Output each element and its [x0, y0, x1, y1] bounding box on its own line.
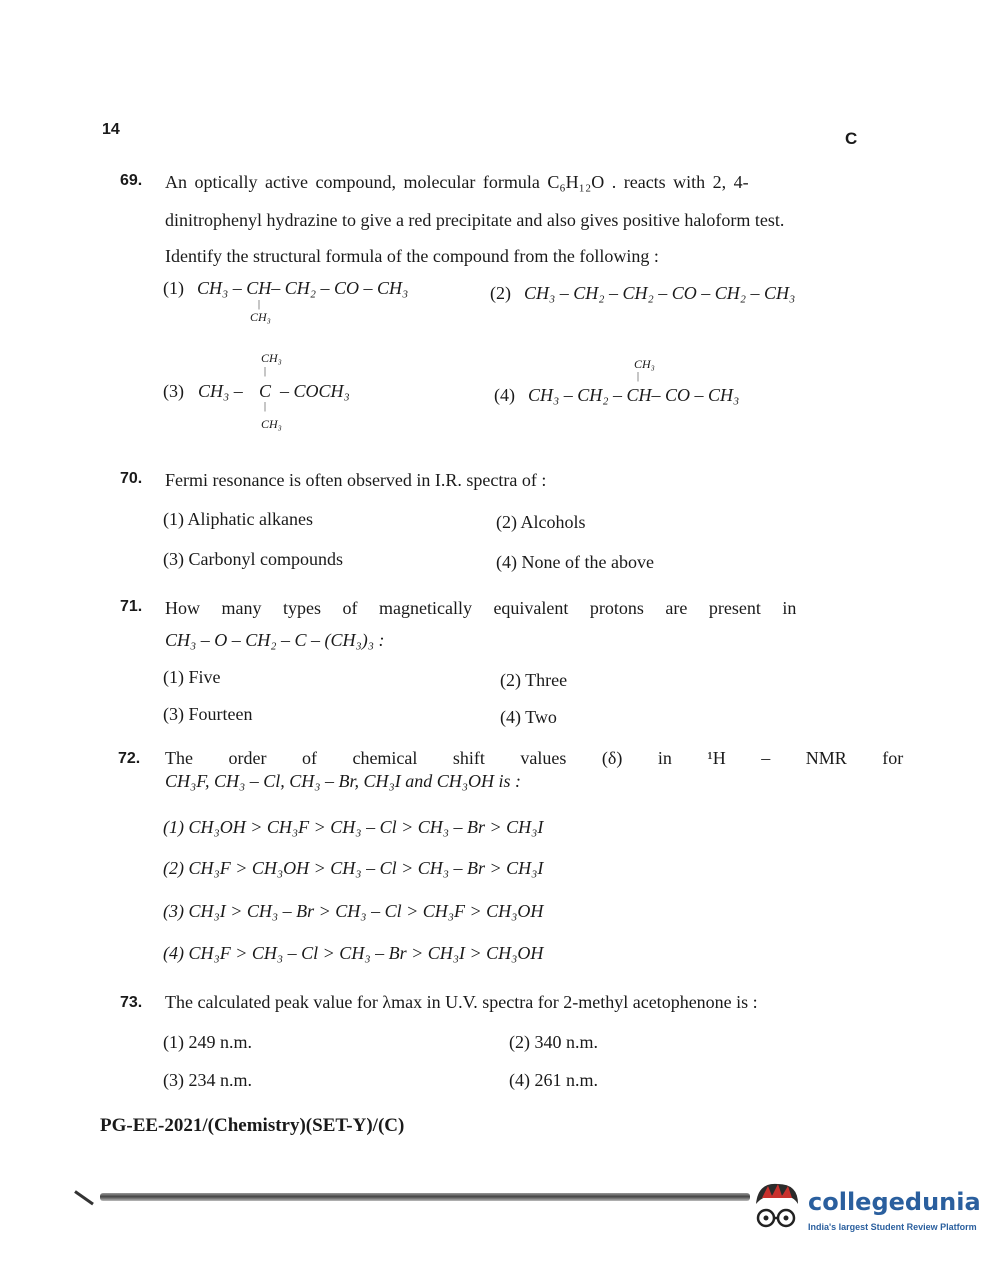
series-letter: C [845, 129, 858, 148]
bond-line: | [258, 299, 261, 310]
question-text: An optically active compound, molecular formula C₆H₁₂O . reacts with 2, 4- [165, 172, 749, 192]
option-branch: CH₃ [261, 417, 282, 431]
bond-line: | [264, 366, 267, 377]
option: (1) Aliphatic alkanes [163, 509, 313, 529]
option: (1) Five [163, 667, 221, 687]
option-branch: CH₃ [634, 357, 655, 371]
question-text: The order of chemical shift values (δ) in ¹H – NMR for [165, 748, 904, 768]
option-formula: CH₃ – CH₂ – CH– CO – CH₃ [528, 385, 740, 405]
option-number: (1) [163, 278, 184, 298]
option: (4) None of the above [496, 552, 654, 572]
option: (2) Three [500, 670, 568, 690]
question-text: dinitrophenyl hydrazine to give a red precipitate and also gives positive haloform test. [165, 210, 785, 230]
option-branch: CH₃ [250, 310, 271, 324]
mascot-icon [748, 1178, 806, 1236]
brand-name: collegedunia [808, 1188, 981, 1216]
question-text: Identify the structural formula of the compound from the following : [165, 246, 659, 266]
bond-line: | [637, 371, 640, 382]
option: (4) Two [500, 707, 557, 727]
question-text: Fermi resonance is often observed in I.R. spectra of : [165, 470, 547, 490]
question-formula: CH₃ – O – CH₂ – C – (CH₃)₃ : [165, 630, 385, 650]
scan-edge-line [100, 1193, 750, 1201]
option: (1) 249 n.m. [163, 1032, 252, 1052]
option: (4) CH₃F > CH₃ – Cl > CH₃ – Br > CH₃I > CH₃OH [163, 943, 544, 963]
option: (3) Carbonyl compounds [163, 549, 343, 569]
bond-line: | [264, 401, 267, 412]
question-text: How many types of magnetically equivalent protons are present in [165, 598, 797, 618]
brand-tagline: India's largest Student Review Platform [808, 1222, 977, 1232]
option: (2) 340 n.m. [509, 1032, 598, 1052]
question-number: 72. [118, 750, 141, 767]
question-number: 70. [120, 470, 143, 487]
option: (3) 234 n.m. [163, 1070, 252, 1090]
option-formula: CH₃ – CH₂ – CH₂ – CO – CH₂ – CH₃ [524, 283, 796, 303]
question-text: CH₃F, CH₃ – Cl, CH₃ – Br, CH₃I and CH₃OH is : [165, 771, 521, 791]
option-formula: CH₃ – CH– CH₂ – CO – CH₃ [197, 278, 409, 298]
option-branch: CH₃ [261, 351, 282, 365]
collegedunia-watermark [748, 1178, 981, 1240]
page-number: 14 [102, 121, 120, 138]
option-formula: CH₃ – [198, 381, 243, 401]
question-text: The calculated peak value for λmax in U.V. spectra for 2-methyl acetophenone is : [165, 992, 758, 1012]
option-number: (4) [494, 385, 515, 405]
question-number: 69. [120, 172, 143, 189]
question-number: 73. [120, 994, 143, 1011]
option: (3) CH₃I > CH₃ – Br > CH₃ – Cl > CH₃F > CH₃OH [163, 901, 544, 921]
option: (3) Fourteen [163, 704, 253, 724]
option: (2) Alcohols [496, 512, 586, 532]
footer-code: PG-EE-2021/(Chemistry)(SET-Y)/(C) [100, 1115, 405, 1136]
option-formula: – COCH₃ [280, 381, 350, 401]
option: (2) CH₃F > CH₃OH > CH₃ – Cl > CH₃ – Br > CH₃I [163, 858, 544, 878]
option-number: (3) [163, 381, 184, 401]
option: (4) 261 n.m. [509, 1070, 598, 1090]
option: (1) CH₃OH > CH₃F > CH₃ – Cl > CH₃ – Br > CH₃I [163, 817, 544, 837]
option-formula: C [259, 381, 272, 401]
option-number: (2) [490, 283, 511, 303]
scan-edge-mark [74, 1190, 94, 1205]
question-number: 71. [120, 598, 143, 615]
